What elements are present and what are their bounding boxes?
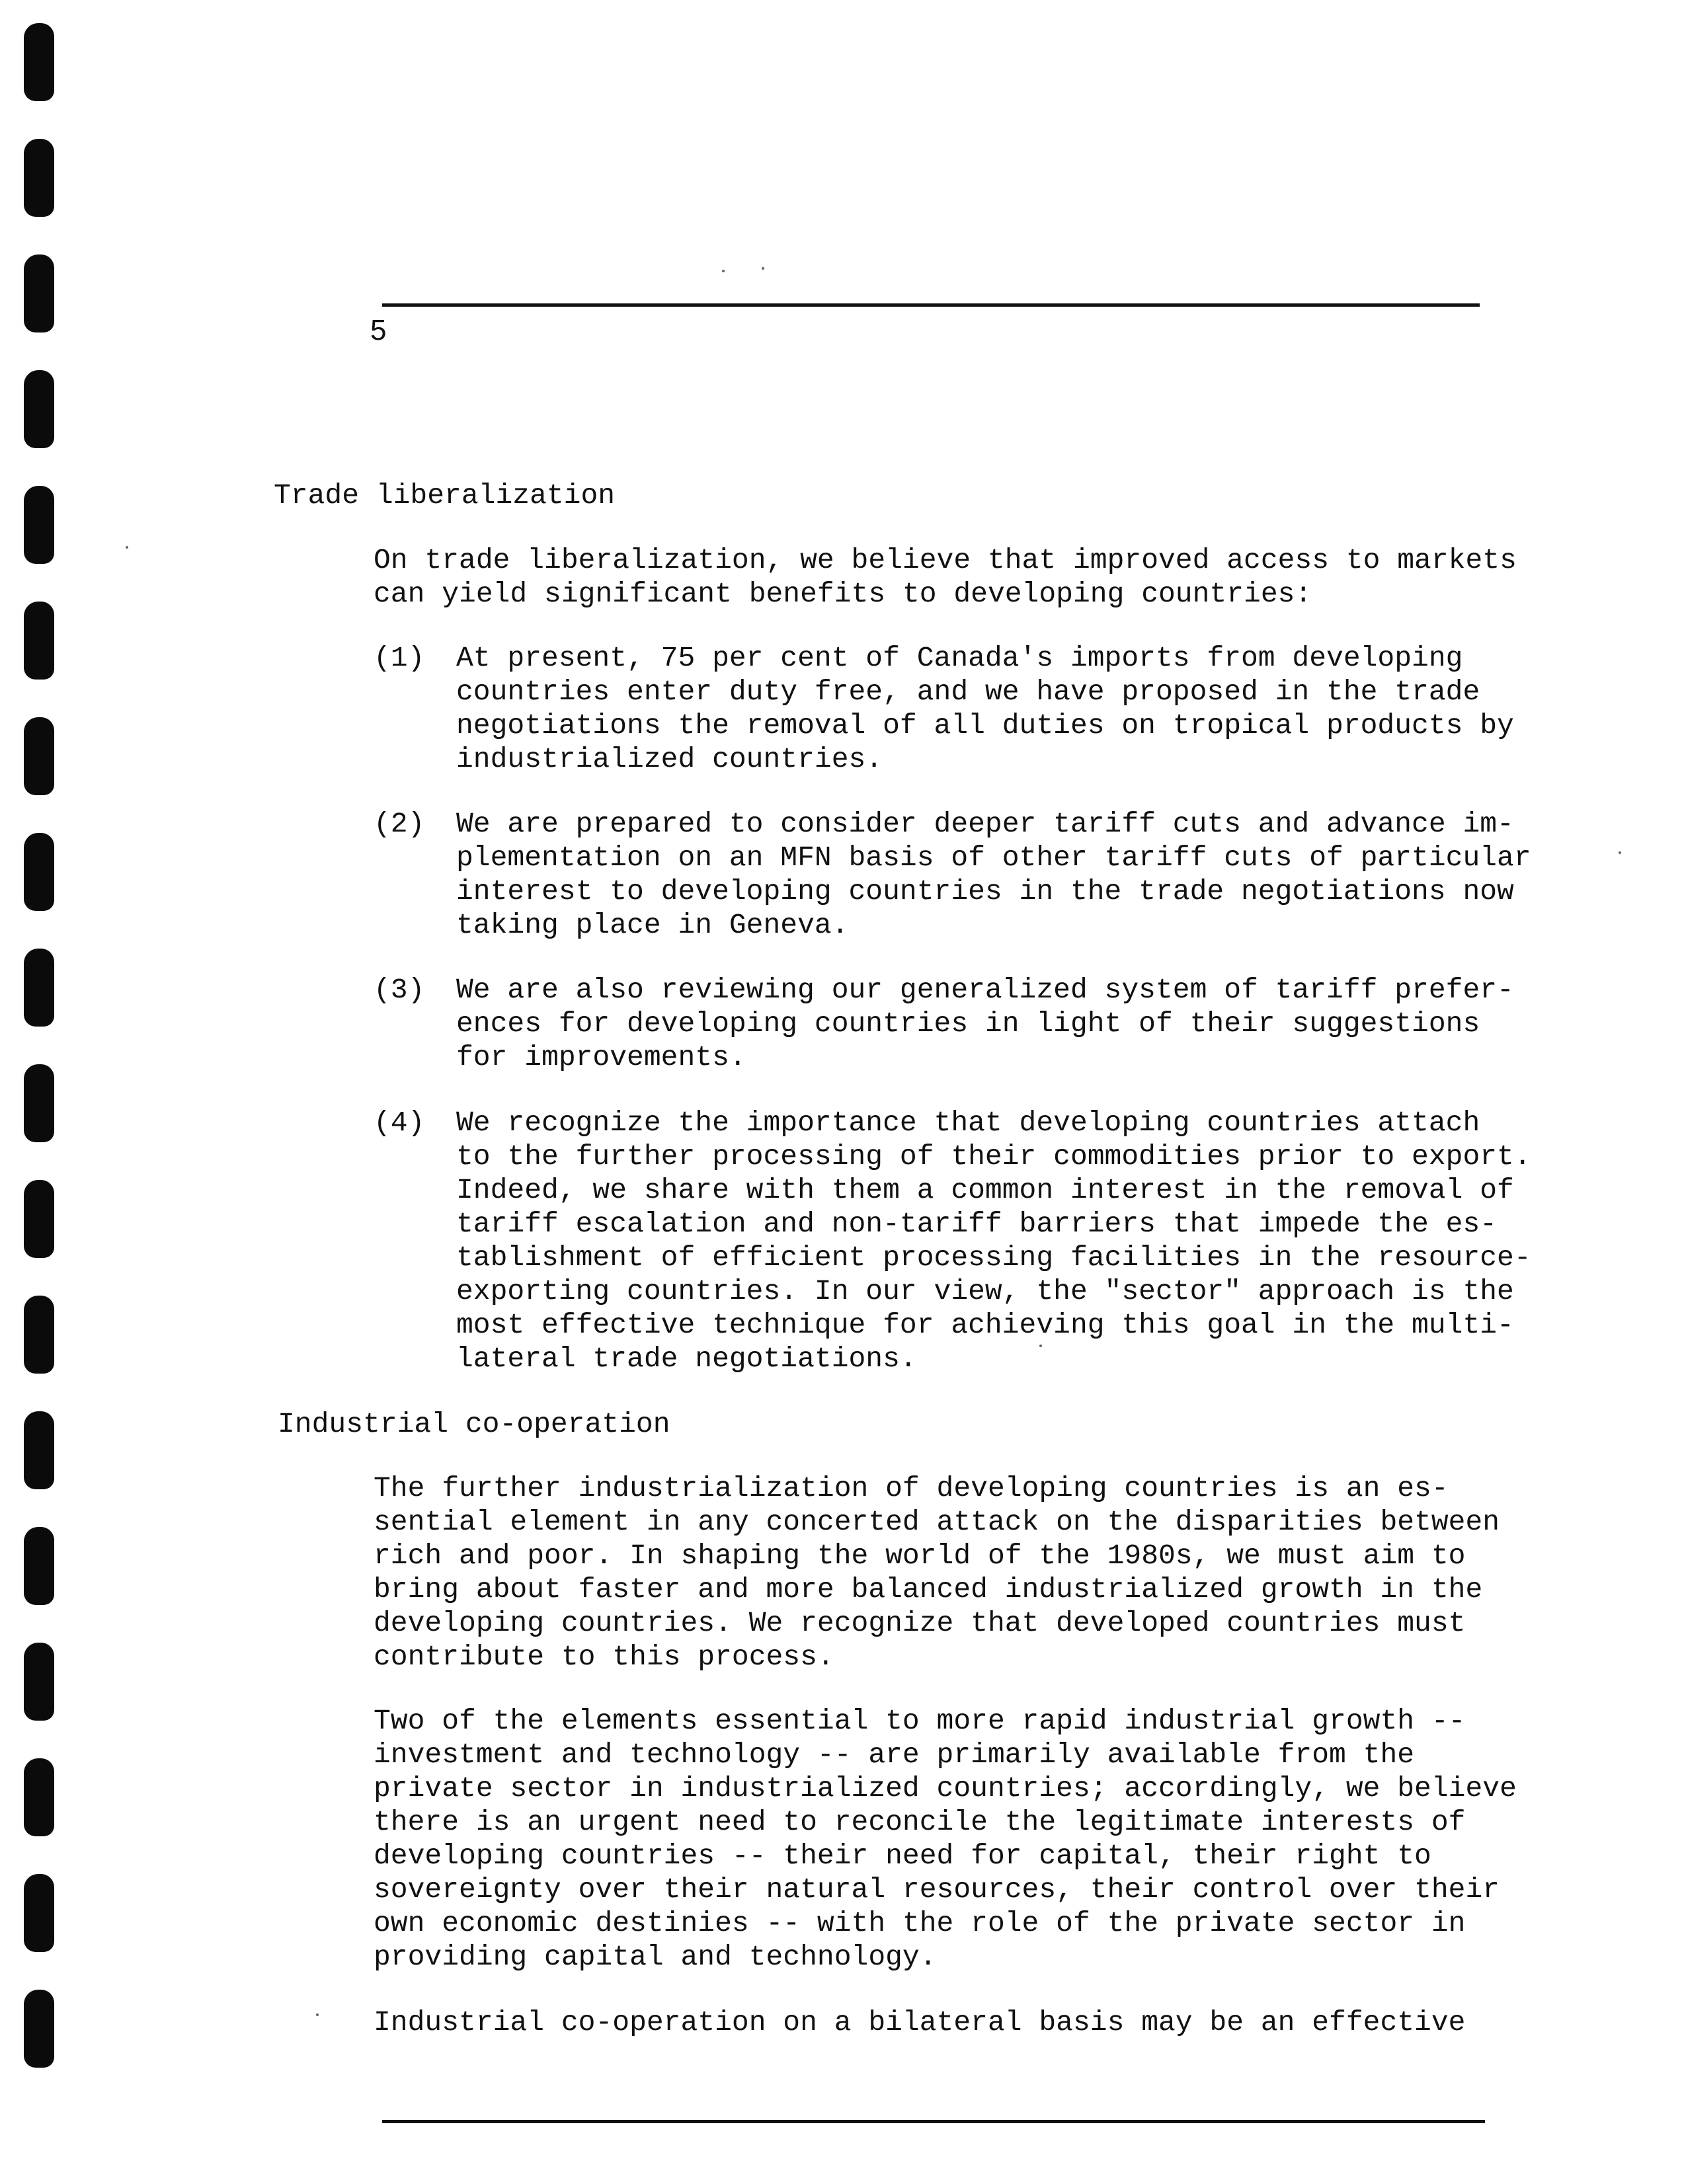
- binder-hole: [24, 1990, 54, 2068]
- binder-hole: [24, 1527, 54, 1605]
- binder-hole: [24, 602, 54, 680]
- binder-hole: [24, 1643, 54, 1721]
- section-heading-trade-liberalization: Trade liberalization: [274, 479, 616, 512]
- list-item-text: We recognize the importance that developing countries attach to the further processing of their commodities prior to export. Indeed, we share with them a common interest in the removal of tariff escalation and non-tariff barriers that impede the es- tablishment of efficient processing facilities in the resource- exporting countries. In our view, the "sector" approach is the most effective technique for achieving this goal in the multi- lateral trade negotiations.: [456, 1107, 1531, 1375]
- industrial-paragraph-3: Industrial co-operation on a bilateral basis may be an effective: [374, 2006, 1466, 2039]
- page-number: 5: [370, 314, 387, 346]
- binder-hole: [24, 1064, 54, 1142]
- binder-hole: [24, 833, 54, 911]
- scan-speck: [762, 267, 764, 270]
- scan-speck: [722, 270, 725, 272]
- section-heading-industrial-co-operation: Industrial co-operation: [278, 1408, 670, 1440]
- list-item-number: (1): [374, 642, 425, 674]
- binder-hole: [24, 1411, 54, 1489]
- industrial-paragraph-1: The further industrialization of developing countries is an es- sential element in any concerted attack on the disparities between rich and poor. In shaping the world of the 1980s, we must aim to bring about faster and more balanced industrialized growth in the developing countries. We recognize that developed countries must contribute to this process.: [374, 1472, 1500, 1673]
- binder-hole: [24, 254, 54, 332]
- binder-hole: [24, 717, 54, 795]
- binder-hole: [24, 1874, 54, 1952]
- binder-hole: [24, 1296, 54, 1374]
- binder-hole: [24, 1758, 54, 1836]
- trade-intro-paragraph: On trade liberalization, we believe that improved access to markets can yield significant benefits to developing countries:: [374, 544, 1517, 610]
- list-item-number: (2): [374, 808, 425, 840]
- binder-hole: [24, 23, 54, 101]
- binder-hole: [24, 1180, 54, 1258]
- list-item-text: We are also reviewing our generalized system of tariff prefer- ences for developing countries in light of their suggestions for improvements.: [456, 974, 1514, 1073]
- binder-hole: [24, 949, 54, 1027]
- list-item-number: (3): [374, 974, 425, 1006]
- industrial-paragraph-2: Two of the elements essential to more rapid industrial growth -- investment and technology -- are primarily available from the private sector in industrialized countries; accordingly, we believe there is an urgent need to reconcile the legitimate interests of developing countries -- their need for capital, their right to sovereignty over their natural resources, their control over their own economic destinies -- with the role of the private sector in providing capital and technology.: [374, 1705, 1517, 1973]
- scan-speck: [126, 546, 128, 549]
- header-rule: [382, 303, 1480, 307]
- list-item-number: (4): [374, 1107, 425, 1139]
- binder-hole: [24, 370, 54, 448]
- list-item-text: We are prepared to consider deeper tariff cuts and advance im- plementation on an MFN basis of other tariff cuts of particular interest to developing countries in the trade negotiations now taking place in Geneva.: [456, 808, 1531, 941]
- list-item-text: At present, 75 per cent of Canada's imports from developing countries enter duty free, and we have proposed in the trade negotiations the removal of all duties on tropical products by industrialized countries.: [456, 642, 1514, 775]
- scan-speck: [1619, 851, 1621, 854]
- footer-rule: [382, 2120, 1485, 2123]
- binder-hole: [24, 139, 54, 217]
- scan-speck: [316, 2013, 319, 2016]
- binder-hole: [24, 486, 54, 564]
